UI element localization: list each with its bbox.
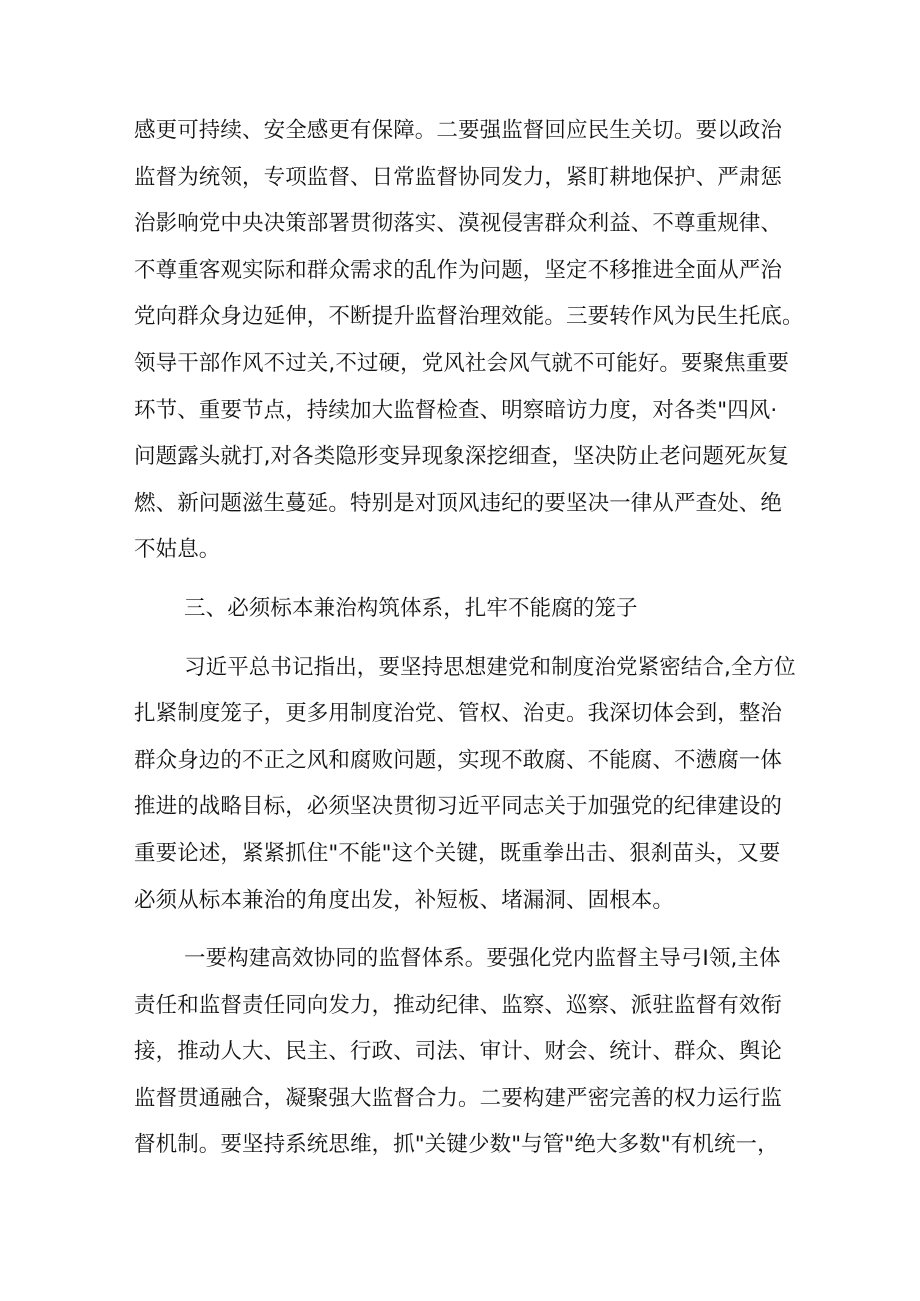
section-heading: 三、必须标本兼治构筑体系，扎牢不能腐的笼子 [184, 595, 638, 621]
text-line: 重要论述，紧紧抓住"不能"这个关键，既重拳出击、狠刹苗头，又要 [134, 840, 781, 866]
text-line: 接，推动人大、民主、行政、司法、审计、财会、统计、群众、舆论 [134, 1039, 783, 1065]
text-line: 推进的战略目标，必须坚决贯彻习近平同志关于加强党的纪律建设的 [134, 794, 783, 820]
text-line: 监督贯通融合，凝聚强大监督合力。二要构建严密完善的权力运行监 [134, 1085, 783, 1111]
text-line: 扎紧制度笼子，更多用制度治党、管权、治吏。我深切体会到，整治 [134, 701, 783, 727]
text-line: 监督为统领，专项监督、日常监督协同发力，紧盯耕地保护、严肃惩 [134, 164, 783, 190]
text-line: 环节、重要节点，持续加大监督检查、明察暗访力度，对各类"四风· [134, 397, 778, 423]
text-line: 不姑息。 [134, 537, 221, 563]
text-line: 领导干部作风不过关,不过硬，党风社会风气就不可能好。要聚焦重要 [134, 350, 789, 376]
text-line: 督机制。要坚持系统思维，抓"关键少数"与管"绝大多数"有机统一， [134, 1132, 779, 1158]
document-body [134, 108, 804, 1169]
text-line: 习近平总书记指出，要坚持思想建党和制度治党紧密结合,全方位 [184, 654, 796, 680]
text-line: 感更可持续、安全感更有保障。二要强监督回应民生关切。要以政治 [134, 118, 783, 143]
text-line: 治影响党中央决策部署贯彻落实、漠视侵害群众利益、不尊重规律、 [134, 211, 783, 237]
text-line: 不尊重客观实际和群众需求的乱作为问题，坚定不移推进全面从严治 [134, 257, 783, 283]
paragraph-gap [134, 574, 794, 586]
text-line: 必须从标本兼治的角度出发，补短板、堵漏洞、固根本。 [134, 887, 675, 913]
paragraph-gap [134, 633, 794, 645]
text-line: 党向群众身边延伸，不断提升监督治理效能。三要转作风为民生托底。 [134, 304, 804, 330]
text-line: 责任和监督责任同向发力，推动纪律、监察、巡察、派驻监督有效衔 [134, 992, 783, 1018]
text-line: 一要构建高效协同的监督体系。要强化党内监督主导弓I领,主体 [184, 946, 781, 972]
text-line: 群众身边的不正之风和腐败问题，实现不敢腐、不能腐、不懑腐一体 [134, 747, 783, 773]
text-line: 问题露头就打,对各类隐形变异现象深挖细查，坚决防止老问题死灰复 [134, 444, 789, 470]
paragraph-gap [134, 924, 794, 936]
text-line: 燃、新问题滋生蔓延。特别是对顶风违纪的要坚决一律从严查处、绝 [134, 490, 783, 516]
